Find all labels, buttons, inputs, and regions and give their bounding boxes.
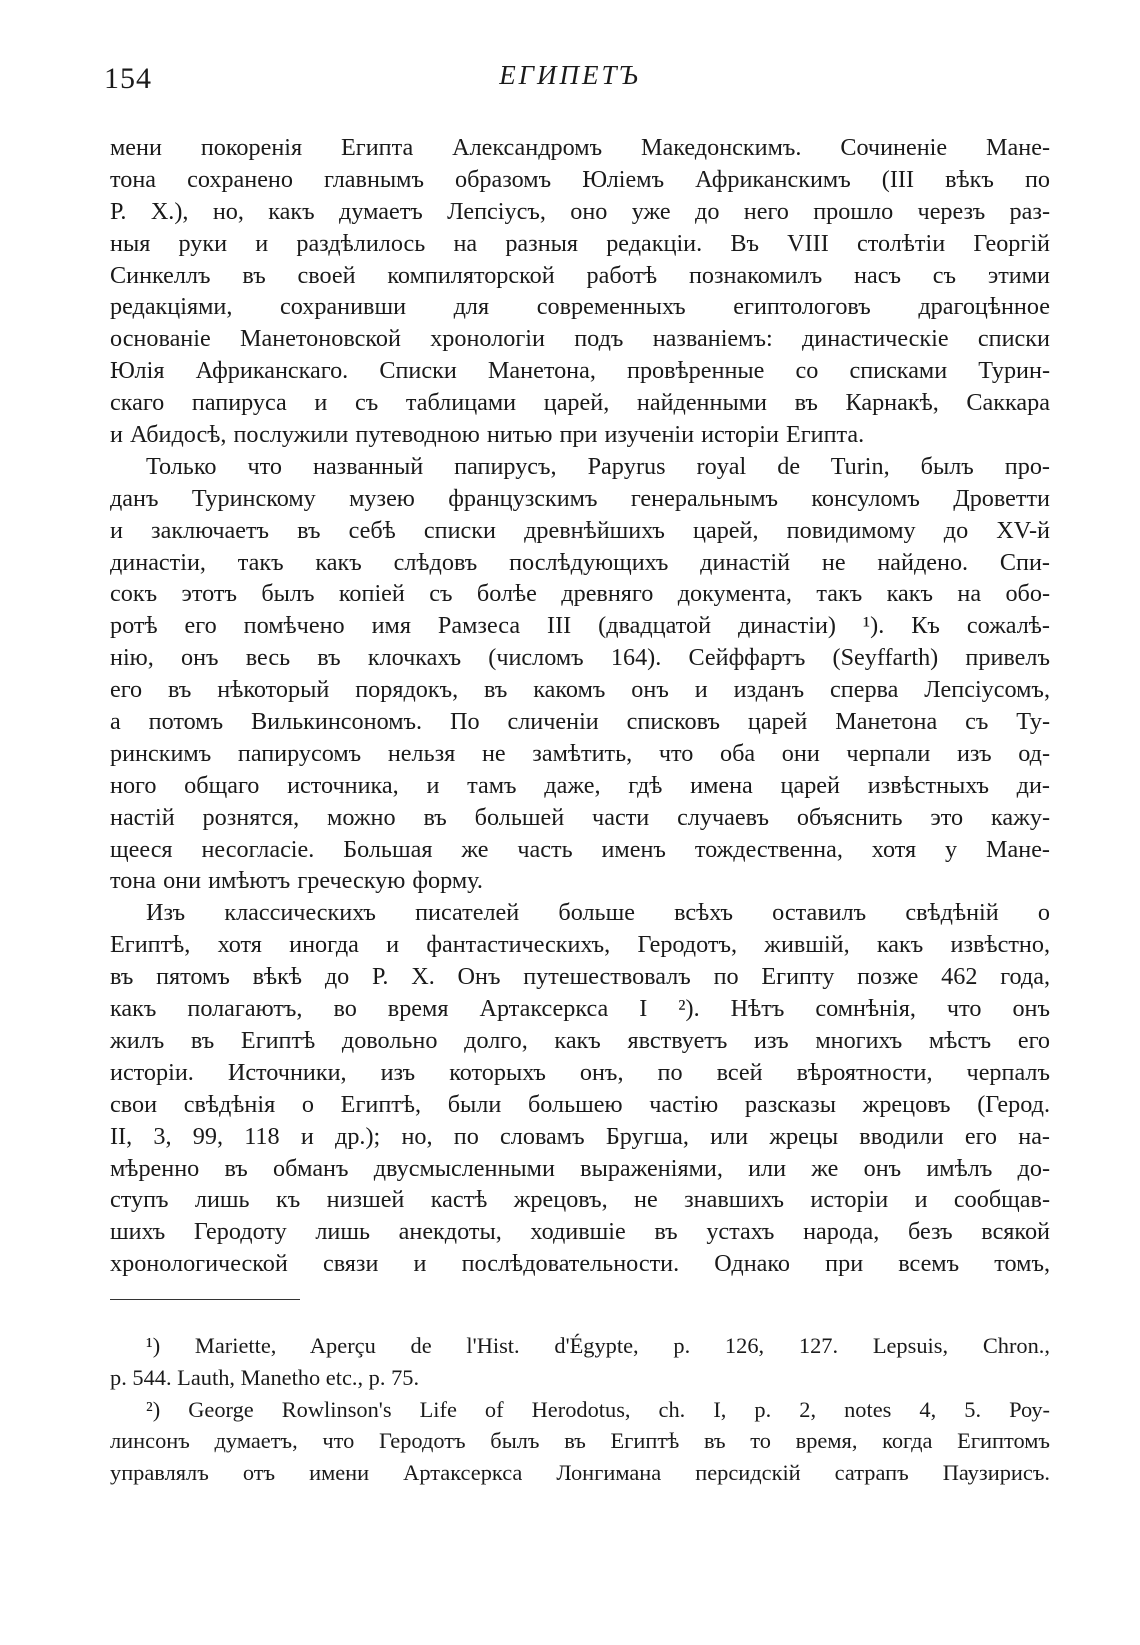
text-line: Египтѣ, хотя иногда и фантастическихъ, Геродотъ, жившій, какъ извѣстно, — [110, 931, 1050, 959]
text-line: II, 3, 99, 118 и др.); но, по словамъ Бругша, или жрецы вводили его на- — [110, 1122, 1050, 1150]
text-line: редакціями, сохранивши для современныхъ египтологовъ драгоцѣнное — [110, 293, 1050, 321]
text-line: нію, онъ весь въ клочкахъ (числомъ 164). Сейффартъ (Seyffarth) привелъ — [110, 644, 1050, 672]
text-line: ныя руки и раздѣлилось на разныя редакціи. Въ VIII столѣтіи Георгій — [110, 229, 1050, 257]
footnote-line: ¹) Mariette, Aperçu de l'Hist. d'Égypte, p. 126, 127. Lepsuis, Chron., — [146, 1333, 1050, 1358]
text-line: его въ нѣкоторый порядокъ, въ какомъ онъ и изданъ сперва Лепсіусомъ, — [110, 676, 1050, 704]
text-line: Только что названный папирусъ, Papyrus royal de Turin, былъ про- — [146, 452, 1050, 480]
text-line: сокъ этотъ былъ копіей съ болѣе древняго документа, такъ какъ на обо- — [110, 580, 1050, 608]
text-line: щееся несогласіе. Большая же часть именъ тождественна, хотя у Мане- — [110, 835, 1050, 863]
text-line: данъ Туринскому музею французскимъ генеральнымъ консуломъ Дроветти — [110, 484, 1050, 512]
text-line: настій рознятся, можно въ большей части случаевъ объяснить это кажу- — [110, 803, 1050, 831]
text-line: тона они имѣютъ греческую форму. — [110, 867, 483, 895]
text-line: въ пятомъ вѣкѣ до Р. X. Онъ путешествовалъ по Египту позже 462 года, — [110, 963, 1050, 991]
running-head-title: ЕГИПЕТЪ — [499, 60, 641, 90]
text-line: а потомъ Вилькинсономъ. По сличеніи списковъ царей Манетона съ Ту- — [110, 708, 1050, 736]
text-line: ступъ лишь къ низшей кастѣ жрецовъ, не знавшихъ исторіи и сообщав- — [110, 1186, 1050, 1214]
text-line: ринскимъ папирусомъ нельзя не замѣтить, что оба они черпали изъ од- — [110, 739, 1050, 767]
text-line: мѣренно въ обманъ двусмысленными выраженіями, или же онъ имѣлъ до- — [110, 1154, 1050, 1182]
text-line: ного общаго источника, и тамъ даже, гдѣ имена царей извѣстныхъ ди- — [110, 771, 1050, 799]
text-line: свои свѣдѣнія о Египтѣ, были большею частію разсказы жрецовъ (Герод. — [110, 1090, 1050, 1118]
text-line: Изъ классическихъ писателей больше всѣхъ оставилъ свѣдѣній о — [146, 899, 1050, 927]
text-line: хронологической связи и послѣдовательности. Однако при всемъ томъ, — [110, 1250, 1050, 1278]
footnote-line: ²) George Rowlinson's Life of Herodotus, ch. I, p. 2, notes 4, 5. Роу- — [146, 1396, 1050, 1422]
footnote-line: линсонъ думаетъ, что Геродотъ былъ въ Египтѣ въ то время, когда Египтомъ — [110, 1428, 1050, 1454]
footnote-line: управлялъ отъ имени Артаксеркса Лонгимана персидскій сатрапъ Паузирисъ. — [110, 1460, 1050, 1486]
text-line: ротѣ его помѣчено имя Рамзеса III (двадцатой династіи) ¹). Къ сожалѣ- — [110, 612, 1050, 640]
text-line: тона сохранено главнымъ образомъ Юліемъ Африканскимъ (III вѣкъ по — [110, 165, 1050, 193]
footnote-divider — [110, 1299, 300, 1300]
text-line: исторіи. Источники, изъ которыхъ онъ, по всей вѣроятности, черпалъ — [110, 1058, 1050, 1086]
text-line: Юлія Африканскаго. Списки Манетона, провѣренные со списками Турин- — [110, 357, 1050, 385]
text-line: скаго папируса и съ таблицами царей, найденными въ Карнакѣ, Саккара — [110, 389, 1050, 417]
page-number: 154 — [104, 62, 152, 95]
main-text — [110, 132, 1050, 1280]
footnotes — [110, 1330, 1050, 1489]
text-line: мени покоренія Египта Александромъ Македонскимъ. Сочиненіе Мане- — [110, 134, 1050, 161]
text-line: Р. X.), но, какъ думаетъ Лепсіусъ, оно уже до него прошло черезъ раз- — [110, 197, 1050, 225]
text-line: династіи, такъ какъ слѣдовъ послѣдующихъ династій не найдено. Спи- — [110, 548, 1050, 576]
text-line: шихъ Геродоту лишь анекдоты, ходившіе въ устахъ народа, безъ всякой — [110, 1218, 1050, 1246]
text-line: и заключаетъ въ себѣ списки древнѣйшихъ царей, повидимому до XV-й — [110, 516, 1050, 544]
text-line: Синкеллъ въ своей компиляторской работѣ познакомилъ насъ съ этими — [110, 261, 1050, 289]
text-line: какъ полагаютъ, во время Артаксеркса I ²). Нѣтъ сомнѣнія, что онъ — [110, 995, 1050, 1023]
footnote-line: p. 544. Lauth, Manetho etc., p. 75. — [110, 1364, 420, 1390]
text-line: и Абидосѣ, послужили путеводною нитью при изученіи исторіи Египта. — [110, 421, 865, 449]
text-line: основаніе Манетоновской хронологіи подъ названіемъ: династическіе списки — [110, 325, 1050, 353]
text-line: жилъ въ Египтѣ довольно долго, какъ явствуетъ изъ многихъ мѣстъ его — [110, 1026, 1050, 1054]
